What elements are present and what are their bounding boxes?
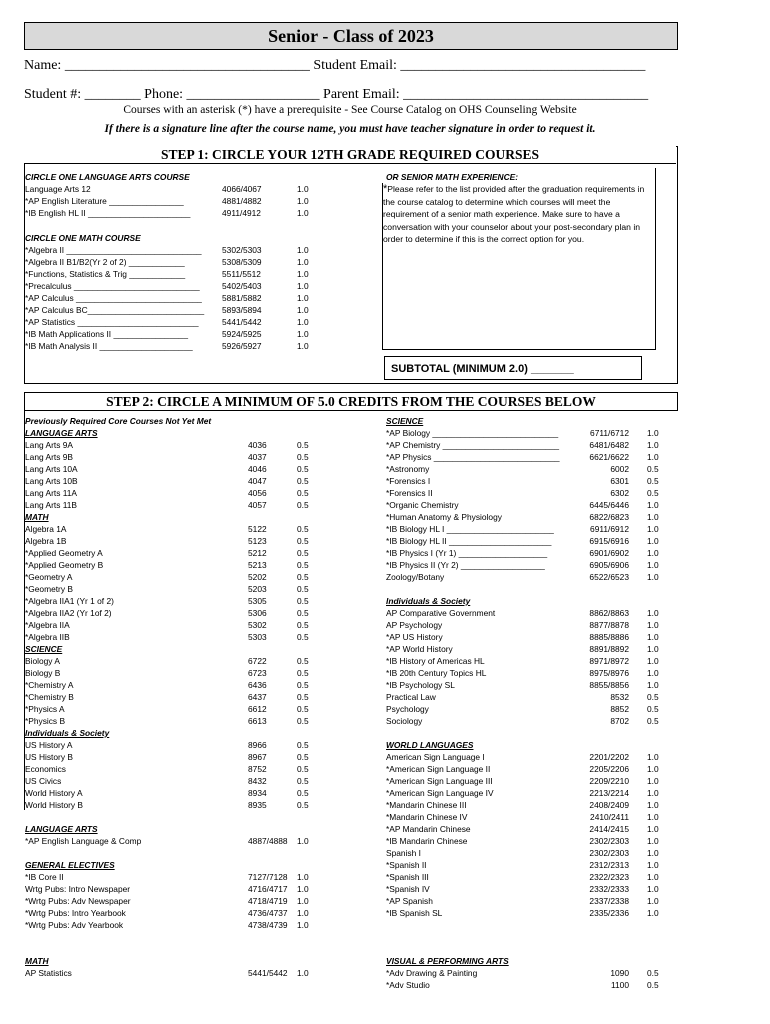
senior-math-note — [383, 183, 653, 246]
course-code: 6301 — [610, 476, 629, 486]
course-code: 4738/4739 — [248, 920, 288, 930]
course-name: *Human Anatomy & Physiology — [386, 512, 502, 522]
course-credit: 0.5 — [297, 584, 309, 594]
course-name: *AP Chemistry _________________________ — [386, 440, 560, 450]
course-code: 4046 — [248, 464, 267, 474]
course-name: *AP English Language & Comp — [25, 836, 142, 846]
course-code: 5212 — [248, 548, 267, 558]
course-code: 6711/6712 — [590, 428, 629, 438]
course-name: *Organic Chemistry — [386, 500, 459, 510]
course-credit: 0.5 — [297, 548, 309, 558]
course-credit: 1.0 — [647, 644, 659, 654]
course-credit: 0.5 — [297, 572, 309, 582]
course-name: *Chemistry A — [25, 680, 74, 690]
course-code: 5202 — [248, 572, 267, 582]
course-credit: 0.5 — [297, 668, 309, 678]
course-name: *IB English HL II ______________________ — [25, 208, 191, 218]
course-name: American Sign Language I — [386, 752, 485, 762]
course-code: 2302/2303 — [589, 836, 629, 846]
course-name: *IB Physics I (Yr 1) ___________________ — [386, 548, 548, 558]
course-credit: 0.5 — [297, 764, 309, 774]
course-code: 8532 — [610, 692, 629, 702]
course-code: 5122 — [248, 524, 267, 534]
course-credit: 1.0 — [297, 908, 309, 918]
course-code: 5441/5442 — [222, 317, 262, 327]
course-name: *Algebra IIA — [25, 620, 70, 630]
course-code: 5306 — [248, 608, 267, 618]
course-credit: 0.5 — [297, 536, 309, 546]
course-code: 6722 — [248, 656, 267, 666]
course-name: World History B — [25, 800, 84, 810]
course-credit: 1.0 — [647, 776, 659, 786]
course-credit: 1.0 — [647, 836, 659, 846]
course-credit: 1.0 — [647, 764, 659, 774]
course-name: *American Sign Language II — [386, 764, 491, 774]
course-name: *Wrtg Pubs: Adv Yearbook — [25, 920, 124, 930]
course-name: *IB 20th Century Topics HL — [386, 668, 487, 678]
course-name: Psychology — [386, 704, 429, 714]
course-credit: 1.0 — [647, 656, 659, 666]
course-name: Wrtg Pubs: Intro Newspaper — [25, 884, 131, 894]
course-credit: 1.0 — [297, 920, 309, 930]
course-code: 1090 — [610, 968, 629, 978]
course-code: 1100 — [610, 980, 629, 990]
course-name: US History B — [25, 752, 73, 762]
course-code: 5123 — [248, 536, 267, 546]
course-code: 4036 — [248, 440, 267, 450]
course-code: 6612 — [248, 704, 267, 714]
name-email-line[interactable]: Name: ___________________________________ Student Email: ___________________________________ — [24, 58, 646, 73]
course-name: *Geometry B — [25, 584, 73, 594]
course-code: 4887/4888 — [248, 836, 288, 846]
course-credit: 1.0 — [297, 317, 309, 327]
course-code: 8752 — [248, 764, 267, 774]
course-credit: 1.0 — [297, 329, 309, 339]
course-code: 5893/5894 — [222, 305, 262, 315]
section-heading: Individuals & Society — [386, 596, 471, 606]
course-name: *AP US History — [386, 632, 443, 642]
section-heading: GENERAL ELECTIVES — [25, 860, 115, 870]
course-name: Lang Arts 9B — [25, 452, 73, 462]
course-name: *IB Biology HL II ______________________ — [386, 536, 552, 546]
course-code: 6911/6912 — [590, 524, 629, 534]
course-code: 4881/4882 — [222, 196, 262, 206]
course-credit: 1.0 — [297, 281, 309, 291]
course-code: 6445/6446 — [589, 500, 629, 510]
course-credit: 1.0 — [647, 536, 659, 546]
course-name: *Forensics II — [386, 488, 433, 498]
course-name: *IB History of Americas HL — [386, 656, 485, 666]
course-code: 4718/4719 — [248, 896, 288, 906]
section-heading: LANGUAGE ARTS — [25, 824, 98, 834]
course-credit: 0.5 — [297, 560, 309, 570]
course-name: US History A — [25, 740, 73, 750]
course-code: 4056 — [248, 488, 267, 498]
course-name: *Adv Drawing & Painting — [386, 968, 478, 978]
course-name: *Spanish III — [386, 872, 429, 882]
course-credit: 0.5 — [297, 776, 309, 786]
course-credit: 0.5 — [647, 464, 659, 474]
section-heading: Previously Required Core Courses Not Yet Met — [25, 416, 212, 426]
course-name: *Chemistry B — [25, 692, 74, 702]
prerequisite-note: Courses with an asterisk (*) have a prerequisite - See Course Catalog on OHS Counseling Website — [123, 104, 577, 116]
course-credit: 1.0 — [647, 752, 659, 762]
course-code: 8967 — [248, 752, 267, 762]
course-credit: 0.5 — [297, 524, 309, 534]
course-name: *AP Biology ___________________________ — [386, 428, 559, 438]
course-name: Lang Arts 10B — [25, 476, 78, 486]
course-code: 6723 — [248, 668, 267, 678]
course-credit: 1.0 — [647, 860, 659, 870]
course-code: 8891/8892 — [589, 644, 629, 654]
course-credit: 0.5 — [297, 608, 309, 618]
course-credit: 1.0 — [297, 196, 309, 206]
step2-header: STEP 2: CIRCLE A MINIMUM OF 5.0 CREDITS FROM THE COURSES BELOW — [24, 392, 678, 411]
course-code: 2335/2336 — [589, 908, 629, 918]
course-credit: 1.0 — [647, 884, 659, 894]
course-credit: 1.0 — [647, 896, 659, 906]
course-credit: 0.5 — [297, 488, 309, 498]
course-code: 8975/8976 — [589, 668, 629, 678]
course-credit: 0.5 — [297, 464, 309, 474]
course-code: 2201/2202 — [589, 752, 629, 762]
course-credit: 0.5 — [297, 752, 309, 762]
course-code: 2302/2303 — [589, 848, 629, 858]
course-credit: 0.5 — [647, 704, 659, 714]
course-name: Zoology/Botany — [386, 572, 445, 582]
course-name: *AP English Literature ________________ — [25, 196, 184, 206]
course-code: 6621/6622 — [589, 452, 629, 462]
course-code: 6436 — [248, 680, 267, 690]
course-name: Spanish I — [386, 848, 421, 858]
course-code: 4057 — [248, 500, 267, 510]
course-credit: 0.5 — [647, 980, 659, 990]
course-credit: 1.0 — [647, 668, 659, 678]
course-code: 8966 — [248, 740, 267, 750]
course-name: *Mandarin Chinese III — [386, 800, 467, 810]
course-name: *Physics A — [25, 704, 65, 714]
course-code: 5924/5925 — [222, 329, 262, 339]
course-code: 5305 — [248, 596, 267, 606]
course-name: *Precalculus ___________________________ — [25, 281, 200, 291]
course-code: 4037 — [248, 452, 267, 462]
course-code: 8935 — [248, 800, 267, 810]
section-heading: MATH — [25, 956, 49, 966]
course-code: 2410/2411 — [590, 812, 629, 822]
course-credit: 0.5 — [647, 476, 659, 486]
course-name: *Mandarin Chinese IV — [386, 812, 468, 822]
section-heading: WORLD LANGUAGES — [386, 740, 474, 750]
course-name: *AP Physics ___________________________ — [386, 452, 560, 462]
course-code: 8934 — [248, 788, 267, 798]
course-code: 5302 — [248, 620, 267, 630]
course-name: Algebra 1B — [25, 536, 67, 546]
course-name: Lang Arts 10A — [25, 464, 78, 474]
course-credit: 1.0 — [297, 836, 309, 846]
course-credit: 1.0 — [297, 184, 309, 194]
course-code: 2322/2323 — [589, 872, 629, 882]
course-credit: 1.0 — [647, 620, 659, 630]
course-credit: 0.5 — [297, 632, 309, 642]
course-name: Lang Arts 11A — [25, 488, 77, 498]
course-credit: 1.0 — [297, 269, 309, 279]
course-code: 7127/7128 — [248, 872, 288, 882]
course-name: *IB Math Applications II ________________ — [25, 329, 188, 339]
course-name: Biology A — [25, 656, 60, 666]
course-code: 6822/6823 — [589, 512, 629, 522]
course-credit: 0.5 — [297, 740, 309, 750]
senior-math-header: OR SENIOR MATH EXPERIENCE: — [386, 172, 518, 182]
course-credit: 1.0 — [647, 428, 659, 438]
section-heading: SCIENCE — [25, 644, 63, 654]
course-code: 6613 — [248, 716, 267, 726]
course-code: 2205/2206 — [589, 764, 629, 774]
course-name: *IB Math Analysis II ____________________ — [25, 341, 193, 351]
course-credit: 0.5 — [297, 680, 309, 690]
course-code: 4047 — [248, 476, 267, 486]
course-code: 5303 — [248, 632, 267, 642]
course-code: 5308/5309 — [222, 257, 262, 267]
course-credit: 0.5 — [647, 488, 659, 498]
course-name: *American Sign Language III — [386, 776, 493, 786]
course-credit: 0.5 — [297, 788, 309, 798]
course-name: *IB Biology HL I _______________________ — [386, 524, 554, 534]
section-heading: VISUAL & PERFORMING ARTS — [386, 956, 509, 966]
course-credit: 1.0 — [647, 572, 659, 582]
course-credit: 1.0 — [647, 680, 659, 690]
course-name: Sociology — [386, 716, 423, 726]
course-name: *IB Core II — [25, 872, 64, 882]
course-name: *Algebra IIA2 (Yr 1of 2) — [25, 608, 112, 618]
course-credit: 0.5 — [647, 968, 659, 978]
course-name: *AP Spanish — [386, 896, 433, 906]
section-heading: MATH — [25, 512, 49, 522]
course-credit: 1.0 — [647, 632, 659, 642]
course-code: 5402/5403 — [222, 281, 262, 291]
course-name: *Geometry A — [25, 572, 73, 582]
course-credit: 1.0 — [297, 208, 309, 218]
course-credit: 1.0 — [647, 824, 659, 834]
course-name: *American Sign Language IV — [386, 788, 494, 798]
course-name: *Wrtg Pubs: Intro Yearbook — [25, 908, 126, 918]
course-code: 4716/4717 — [248, 884, 288, 894]
course-credit: 1.0 — [647, 560, 659, 570]
course-code: 6481/6482 — [589, 440, 629, 450]
course-code: 6002 — [610, 464, 629, 474]
course-code: 2332/2333 — [589, 884, 629, 894]
course-credit: 1.0 — [647, 512, 659, 522]
course-credit: 1.0 — [647, 800, 659, 810]
course-name: *Algebra IIB — [25, 632, 70, 642]
course-name: *IB Physics II (Yr 2) __________________ — [386, 560, 545, 570]
student-phone-line[interactable]: Student #: ________ Phone: ___________________ Parent Email: ___________________________________ — [24, 87, 649, 102]
course-credit: 0.5 — [297, 440, 309, 450]
course-name: Practical Law — [386, 692, 436, 702]
course-name: *IB Mandarin Chinese — [386, 836, 468, 846]
course-credit: 1.0 — [297, 245, 309, 255]
course-credit: 0.5 — [297, 620, 309, 630]
course-name: Biology B — [25, 668, 61, 678]
course-name: Lang Arts 11B — [25, 500, 77, 510]
course-name: *Algebra II _____________________________ — [25, 245, 202, 255]
course-code: 4736/4737 — [248, 908, 288, 918]
section-heading: SCIENCE — [386, 416, 424, 426]
course-code: 5881/5882 — [222, 293, 262, 303]
course-code: 8971/8972 — [589, 656, 629, 666]
course-name: *AP Calculus ___________________________ — [25, 293, 202, 303]
course-name: Lang Arts 9A — [25, 440, 73, 450]
course-credit: 0.5 — [647, 716, 659, 726]
course-code: 8702 — [610, 716, 629, 726]
course-code: 8877/8878 — [589, 620, 629, 630]
step1-header: STEP 1: CIRCLE YOUR 12TH GRADE REQUIRED COURSES — [24, 146, 676, 164]
course-name: Language Arts 12 — [25, 184, 91, 194]
course-code: 2213/2214 — [589, 788, 629, 798]
course-name: *Applied Geometry B — [25, 560, 104, 570]
course-name: *Spanish II — [386, 860, 427, 870]
course-code: 2408/2409 — [589, 800, 629, 810]
course-credit: 0.5 — [297, 476, 309, 486]
course-credit: 1.0 — [297, 257, 309, 267]
section-heading: Individuals & Society — [25, 728, 110, 738]
course-code: 8852 — [610, 704, 629, 714]
math-header: CIRCLE ONE MATH COURSE — [25, 233, 141, 243]
course-credit: 1.0 — [297, 872, 309, 882]
course-name: *Algebra II B1/B2(Yr 2 of 2) ____________ — [25, 257, 185, 267]
course-credit: 0.5 — [297, 452, 309, 462]
course-code: 8862/8863 — [589, 608, 629, 618]
course-name: Economics — [25, 764, 66, 774]
course-code: 5213 — [248, 560, 267, 570]
course-name: *IB Spanish SL — [386, 908, 443, 918]
course-name: *Physics B — [25, 716, 66, 726]
course-name: *Functions, Statistics & Trig ____________ — [25, 269, 186, 279]
course-credit: 0.5 — [297, 704, 309, 714]
course-name: *Applied Geometry A — [25, 548, 103, 558]
course-credit: 1.0 — [297, 968, 309, 978]
course-name: AP Comparative Government — [386, 608, 496, 618]
course-credit: 1.0 — [297, 305, 309, 315]
course-name: *AP Statistics __________________________ — [25, 317, 199, 327]
course-credit: 0.5 — [297, 692, 309, 702]
course-code: 2337/2338 — [589, 896, 629, 906]
course-code: 6437 — [248, 692, 267, 702]
course-code: 5441/5442 — [248, 968, 288, 978]
course-name: *AP World History — [386, 644, 453, 654]
course-name: *Forensics I — [386, 476, 431, 486]
course-credit: 1.0 — [647, 788, 659, 798]
course-credit: 1.0 — [297, 896, 309, 906]
course-credit: 1.0 — [647, 908, 659, 918]
course-code: 2209/2210 — [589, 776, 629, 786]
subtotal-field[interactable]: SUBTOTAL (MINIMUM 2.0) _______ — [384, 356, 642, 380]
course-name: *AP Calculus BC_________________________ — [25, 305, 205, 315]
course-credit: 1.0 — [297, 293, 309, 303]
course-code: 6915/6916 — [589, 536, 629, 546]
course-code: 4066/4067 — [222, 184, 262, 194]
course-credit: 1.0 — [647, 608, 659, 618]
signature-note: If there is a signature line after the course name, you must have teacher signature in order to request it. — [104, 123, 596, 135]
course-credit: 1.0 — [647, 440, 659, 450]
course-credit: 1.0 — [297, 884, 309, 894]
course-code: 5302/5303 — [222, 245, 262, 255]
course-name: *Adv Studio — [386, 980, 430, 990]
course-code: 8855/8856 — [589, 680, 629, 690]
course-credit: 1.0 — [647, 548, 659, 558]
course-code: 5926/5927 — [222, 341, 262, 351]
course-code: 6302 — [610, 488, 629, 498]
course-name: *Algebra IIA1 (Yr 1 of 2) — [25, 596, 114, 606]
course-credit: 0.5 — [647, 692, 659, 702]
senior-math-note-text: Please refer to the list provided after the graduation requirements in the course catalog to determine which courses will meet the requirement of a senior math experience. Make sure to have a conversation with your counselor about your post-secondary plan in order to determine if this is the correct option for you. — [383, 184, 645, 244]
course-credit: 0.5 — [297, 656, 309, 666]
course-name: *AP Mandarin Chinese — [386, 824, 471, 834]
course-code: 6905/6906 — [589, 560, 629, 570]
course-code: 2312/2313 — [589, 860, 629, 870]
course-credit: 0.5 — [297, 500, 309, 510]
course-credit: 0.5 — [297, 800, 309, 810]
course-name: AP Psychology — [386, 620, 443, 630]
course-credit: 1.0 — [647, 524, 659, 534]
course-credit: 0.5 — [297, 596, 309, 606]
course-credit: 1.0 — [647, 500, 659, 510]
course-name: AP Statistics — [25, 968, 72, 978]
course-credit: 1.0 — [647, 872, 659, 882]
section-heading: LANGUAGE ARTS — [25, 428, 98, 438]
course-name: Algebra 1A — [25, 524, 67, 534]
course-code: 5203 — [248, 584, 267, 594]
language-arts-header: CIRCLE ONE LANGUAGE ARTS COURSE — [25, 172, 190, 182]
course-code: 4911/4912 — [222, 208, 261, 218]
course-code: 2414/2415 — [589, 824, 629, 834]
page-title: Senior - Class of 2023 — [24, 22, 678, 50]
course-code: 5511/5512 — [222, 269, 261, 279]
divider — [655, 168, 656, 350]
course-name: World History A — [25, 788, 83, 798]
asterisk-icon: * — [383, 183, 388, 195]
course-credit: 1.0 — [647, 848, 659, 858]
course-name: *Wrtg Pubs: Adv Newspaper — [25, 896, 131, 906]
divider — [382, 349, 656, 350]
course-name: US Civics — [25, 776, 62, 786]
course-code: 8432 — [248, 776, 267, 786]
course-name: *Astronomy — [386, 464, 430, 474]
course-name: *IB Psychology SL — [386, 680, 455, 690]
course-credit: 0.5 — [297, 716, 309, 726]
course-credit: 1.0 — [647, 812, 659, 822]
course-code: 6522/6523 — [589, 572, 629, 582]
course-credit: 1.0 — [647, 452, 659, 462]
course-credit: 1.0 — [297, 341, 309, 351]
course-code: 6901/6902 — [589, 548, 629, 558]
course-code: 8885/8886 — [589, 632, 629, 642]
course-name: *Spanish IV — [386, 884, 430, 894]
